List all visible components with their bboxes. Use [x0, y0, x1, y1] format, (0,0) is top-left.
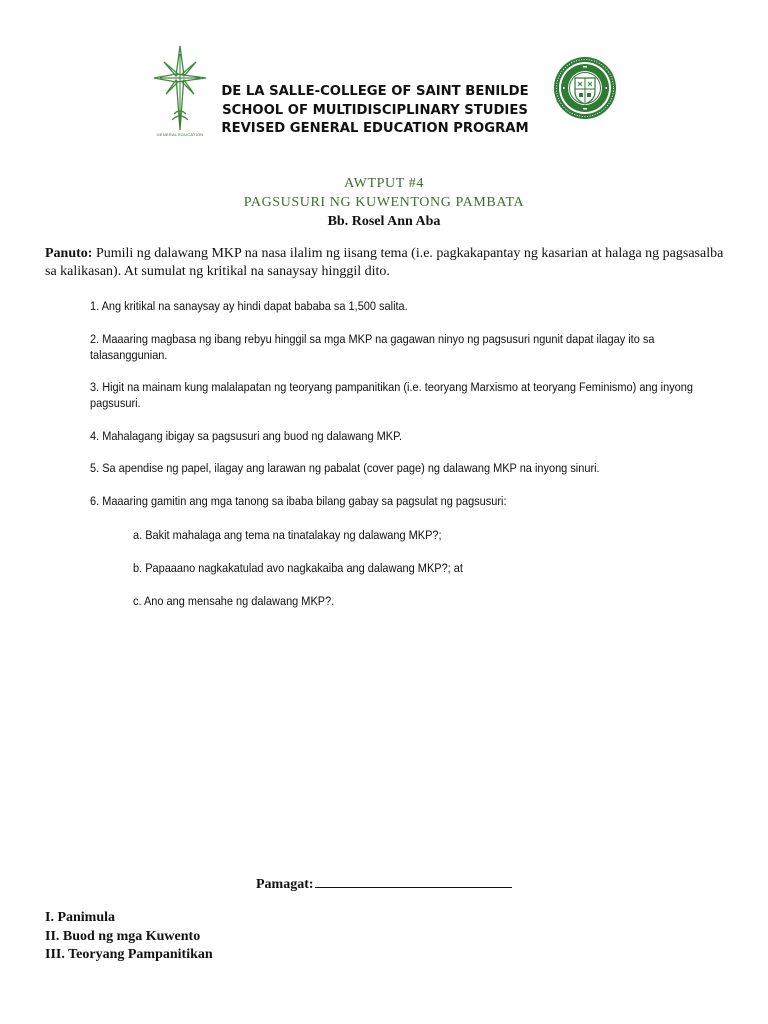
seal-icon: [553, 56, 617, 120]
list-item: c. Ano ang mensahe ng dalawang MKP?.: [133, 594, 335, 608]
list-item: a. Bakit mahalaga ang tema na tinatalakay ng dalawang MKP?;: [133, 528, 442, 542]
outline-item: I. Panimula: [45, 910, 116, 925]
assignment-number: AWTPUT #4: [344, 176, 424, 191]
guide-questions-list: [133, 527, 463, 626]
college-seal-logo: [553, 56, 617, 120]
list-item: 5. Sa apendise ng papel, ilagay ang larawan ng pabalat (cover page) ng dalawang MKP na inyong sinuri.: [90, 461, 600, 475]
instruction-text: Pumili ng dalawang MKP na nasa ilalim ng iisang tema (i.e. pagkakapantay ng kasarian at halaga ng pagsasalba sa kalikasan). At sumulat ng kritikal na sanaysay hinggil dito.: [45, 246, 724, 279]
author-name: Bb. Rosel Ann Aba: [327, 214, 441, 229]
header-line-college: DE LA SALLE-COLLEGE OF SAINT BENILDE: [221, 84, 529, 99]
outline-item: III. Teoryang Pampanitikan: [45, 947, 213, 962]
list-item: 1. Ang kritikal na sanaysay ay hindi dapat bababa sa 1,500 salita.: [90, 299, 408, 313]
institution-header: [190, 83, 560, 139]
outline-item: II. Buod ng mga Kuwento: [45, 928, 201, 944]
assignment-title: PAGSUSURI NG KUWENTONG PAMBATA: [243, 195, 525, 210]
title-field: [256, 873, 512, 893]
list-item: 6. Maaaring gamitin ang mga tanong sa ibaba bilang gabay sa pagsulat ng pagsusuri:: [90, 493, 507, 508]
essay-outline: [45, 909, 213, 965]
logo-caption: GENERAL EDUCATION: [156, 132, 204, 137]
header-line-program: REVISED GENERAL EDUCATION PROGRAM: [221, 121, 529, 136]
title-field-label: Pamagat:: [256, 877, 314, 892]
list-item: 4. Mahalagang ibigay sa pagsusuri ang buod ng dalawang MKP.: [90, 428, 403, 443]
header-line-school: SCHOOL OF MULTIDISCIPLINARY STUDIES: [222, 102, 528, 118]
instruction-paragraph: [45, 245, 725, 280]
title-blank-line: [315, 873, 512, 888]
list-item: 3. Higit na mainam kung malalapatan ng teoryang pampanitikan (i.e. teoryang Marxismo at teoryang Feminismo) ang inyong pagsusuri.: [90, 380, 693, 410]
assignment-title-block: [0, 174, 768, 231]
requirements-list: [90, 298, 730, 525]
list-item: b. Papaaano nagkakatulad avo nagkakaiba ang dalawang MKP?; at: [133, 561, 463, 575]
instruction-label: Panuto:: [45, 246, 93, 261]
list-item: 2. Maaaring magbasa ng ibang rebyu hinggil sa mga MKP na gagawan ninyo ng pagsusuri ngunit dapat ilagay ito sa talasanggunian.: [90, 331, 655, 362]
